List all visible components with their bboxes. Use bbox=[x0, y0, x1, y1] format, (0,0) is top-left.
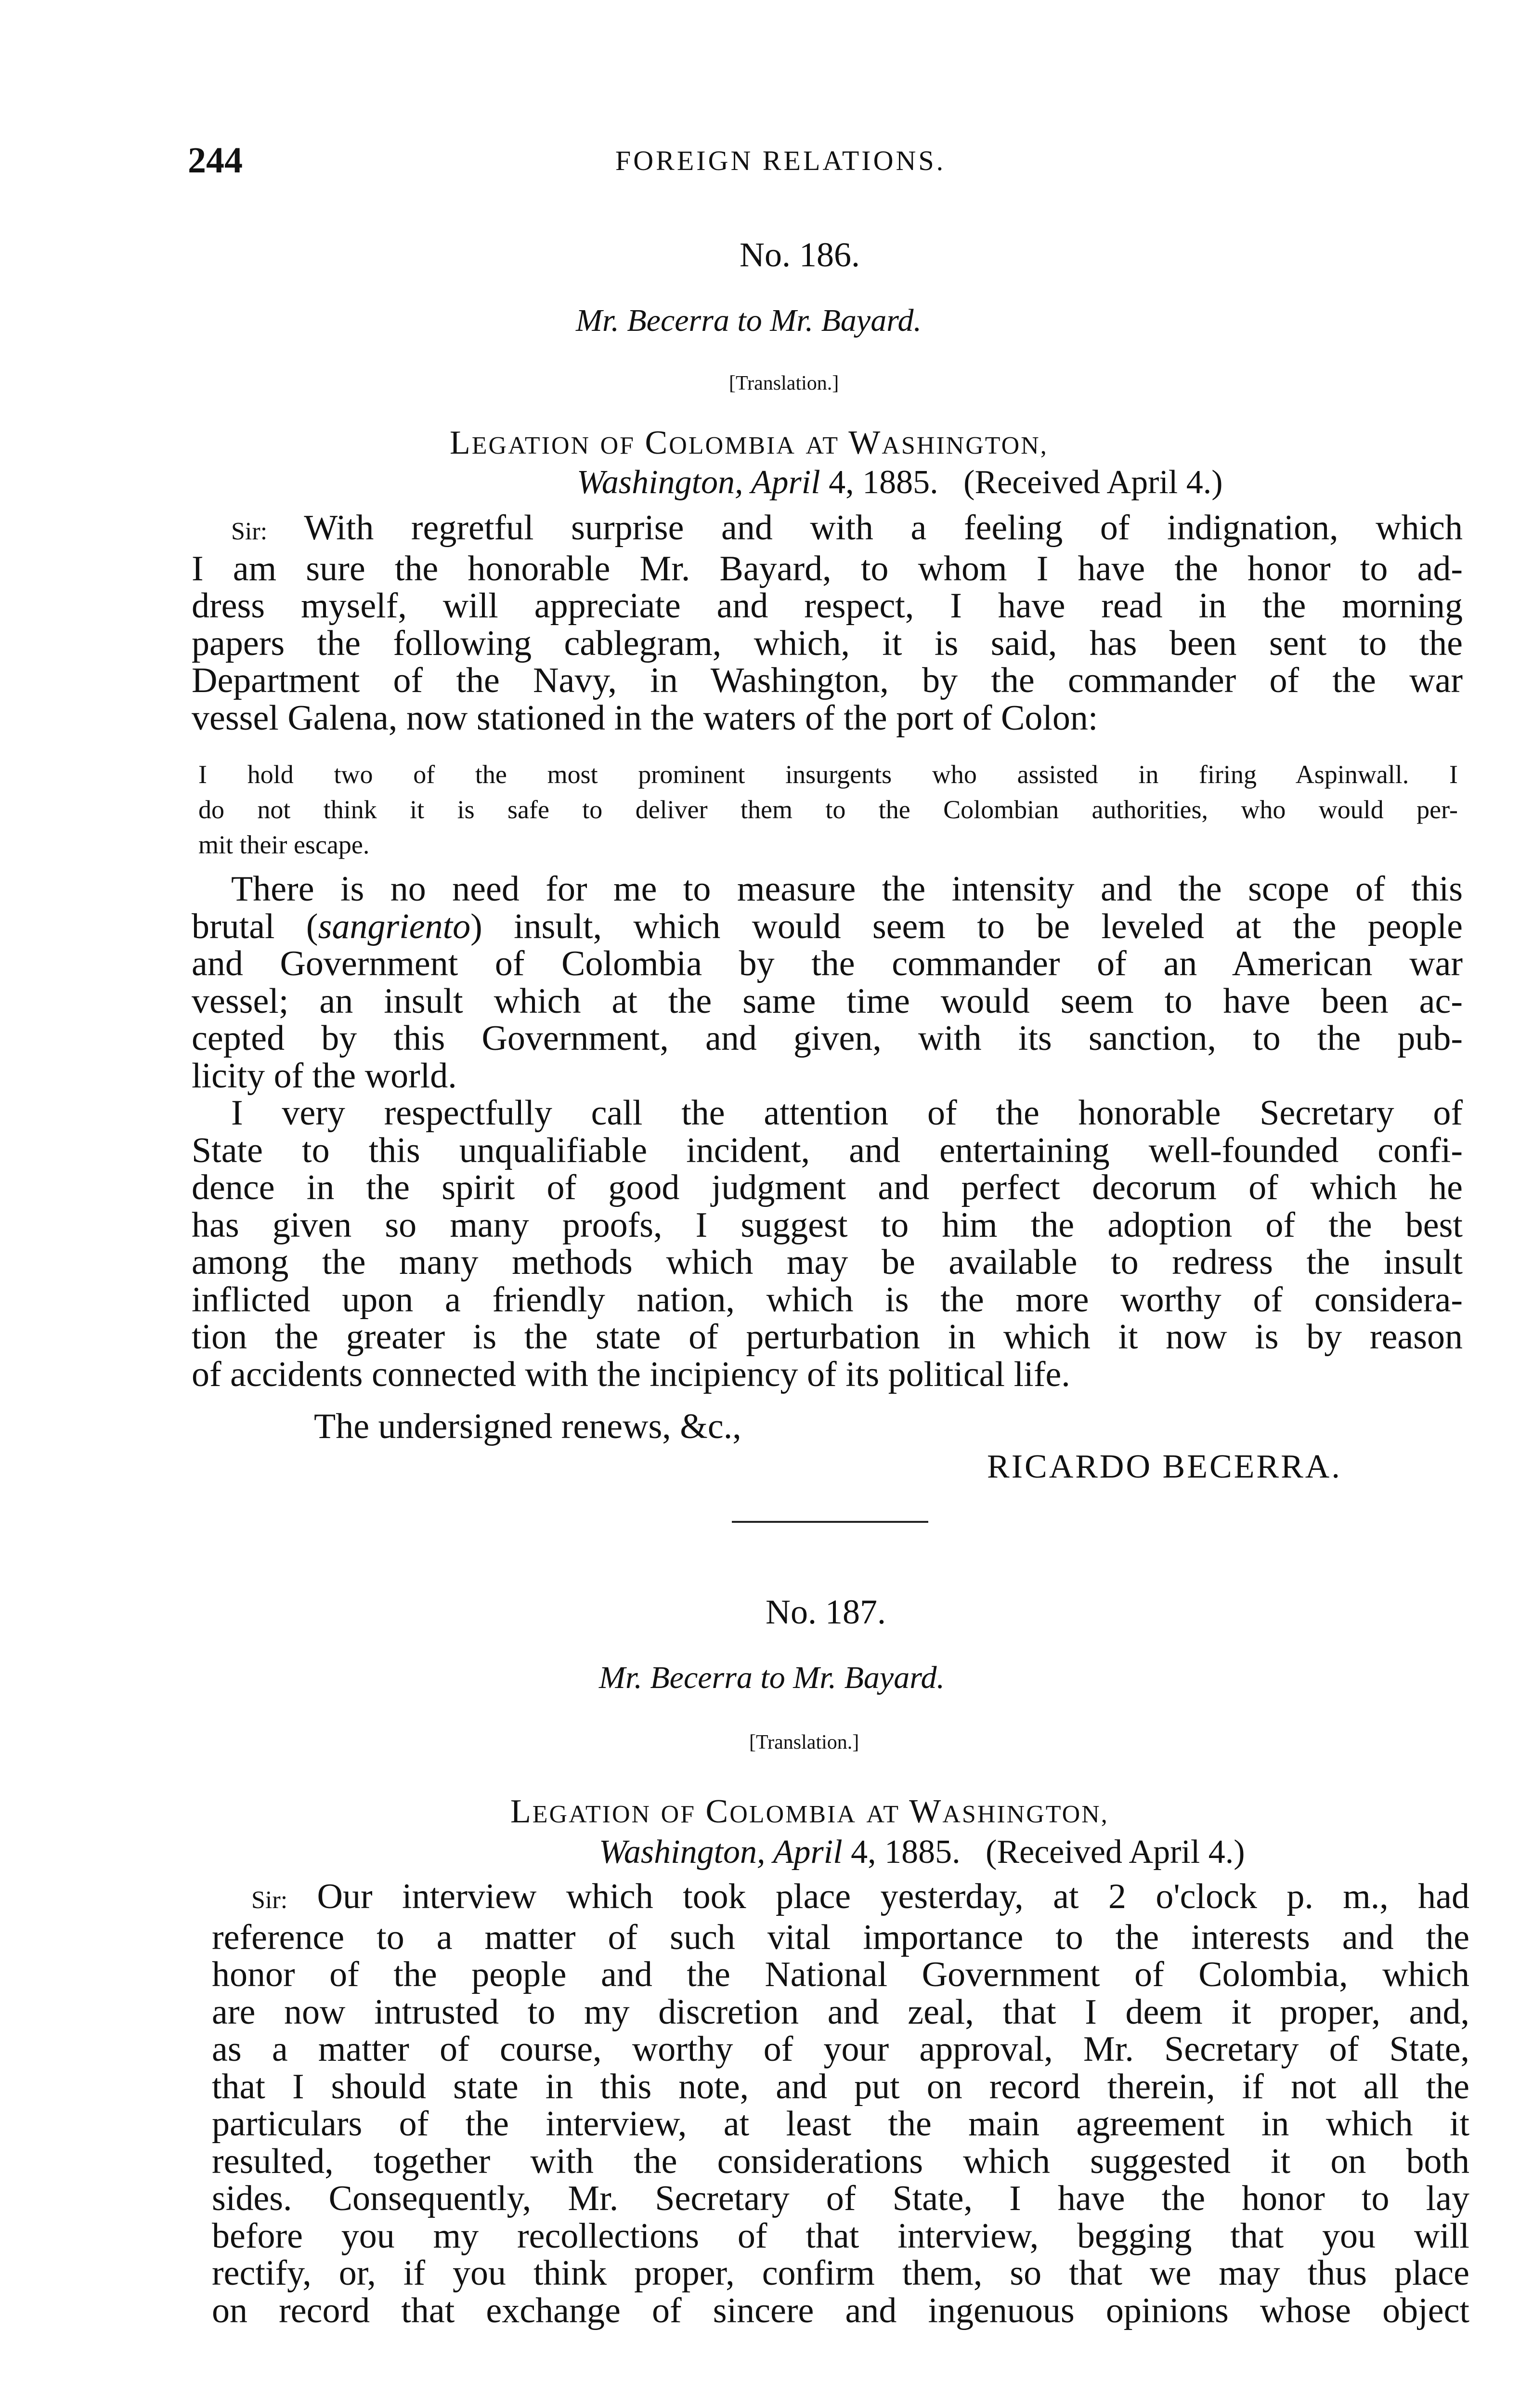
doc1-line: I very respectfully call the attention of the honorable Secretary of bbox=[231, 1093, 1463, 1133]
doc1-line: papers the following cablegram, which, it is said, has been sent to the bbox=[192, 623, 1463, 663]
doc2-line: that I should state in this note, and put on record therein, if not all the bbox=[212, 2067, 1469, 2107]
doc1-title: Mr. Becerra to Mr. Bayard. bbox=[576, 303, 922, 338]
doc1-line: brutal (sangriento) insult, which would seem to be leveled at the people bbox=[192, 906, 1463, 946]
doc1-line: I am sure the honorable Mr. Bayard, to whom I have the honor to ad- bbox=[192, 549, 1463, 589]
doc1-line: and Government of Colombia by the commander of an American war bbox=[192, 944, 1463, 983]
quote-line: do not think it is safe to deliver them to the Colombian authorities, who would per- bbox=[198, 795, 1458, 824]
doc1-line: licity of the world. bbox=[192, 1056, 457, 1096]
doc2-line-1: Sir: Our interview which took place yesterday, at 2 o'clock p. m., had bbox=[251, 1877, 1470, 1916]
doc1-line: dress myself, will appreciate and respect, I have read in the morning bbox=[192, 586, 1463, 626]
doc2-translation-note: [Translation.] bbox=[749, 1731, 859, 1754]
doc1-line: vessel Galena, now stationed in the waters of the port of Colon: bbox=[192, 698, 1098, 738]
page-number: 244 bbox=[188, 140, 243, 181]
doc1-closing: The undersigned renews, &c., bbox=[314, 1407, 741, 1446]
doc2-title: Mr. Becerra to Mr. Bayard. bbox=[599, 1660, 945, 1695]
quote-line: I hold two of the most prominent insurgents who assisted in firing Aspinwall. I bbox=[198, 760, 1458, 789]
doc1-salutation: Sir: bbox=[231, 518, 268, 545]
doc1-line: dence in the spirit of good judgment and perfect decorum of which he bbox=[192, 1168, 1463, 1207]
doc2-line: rectify, or, if you think proper, confirm them, so that we may thus place bbox=[212, 2253, 1469, 2293]
doc2-legation-heading: LEGATION OF COLOMBIA AT WASHINGTON, bbox=[510, 1793, 1109, 1830]
doc1-cablegram-quote bbox=[198, 757, 1458, 863]
doc2-paragraph-1 bbox=[212, 1878, 1469, 2329]
doc1-line: has given so many proofs, I suggest to him the adoption of the best bbox=[192, 1205, 1463, 1245]
doc2-number: No. 187. bbox=[766, 1593, 886, 1631]
doc1-line: Department of the Navy, in Washington, by the commander of the war bbox=[192, 661, 1463, 700]
doc1-line: cepted by this Government, and given, with its sanction, to the pub- bbox=[192, 1019, 1463, 1058]
doc2-line: as a matter of course, worthy of your approval, Mr. Secretary of State, bbox=[212, 2029, 1469, 2069]
doc2-line: on record that exchange of sincere and ingenuous opinions whose object bbox=[212, 2290, 1469, 2330]
doc1-translation-note: [Translation.] bbox=[729, 372, 839, 394]
doc1-dateline: Washington, April 4, 1885. (Received April 4.) bbox=[577, 464, 1223, 501]
doc2-line: are now intrusted to my discretion and zeal, that I deem it proper, and, bbox=[212, 1992, 1469, 2032]
doc1-paragraph-2 bbox=[192, 871, 1463, 1393]
section-divider bbox=[732, 1521, 928, 1523]
doc1-paragraph-1 bbox=[192, 510, 1463, 737]
doc2-dateline: Washington, April 4, 1885. (Received April 4.) bbox=[599, 1833, 1245, 1871]
doc1-legation-heading: LEGATION OF COLOMBIA AT WASHINGTON, bbox=[450, 424, 1048, 461]
doc2-line: particulars of the interview, at least the main agreement in which it bbox=[212, 2104, 1469, 2144]
doc1-line-1: Sir: With regretful surprise and with a feeling of indignation, which bbox=[231, 508, 1463, 548]
doc2-line: resulted, together with the considerations which suggested it on both bbox=[212, 2141, 1469, 2181]
quote-line: mit their escape. bbox=[198, 830, 370, 859]
doc1-number: No. 186. bbox=[740, 236, 860, 274]
doc2-line: honor of the people and the National Government of Colombia, which bbox=[212, 1955, 1469, 1994]
doc1-line: State to this unqualifiable incident, and entertaining well-founded confi- bbox=[192, 1130, 1463, 1170]
doc1-line: There is no need for me to measure the intensity and the scope of this bbox=[231, 869, 1463, 909]
doc1-line: tion the greater is the state of perturbation in which it now is by reason bbox=[192, 1317, 1463, 1357]
doc1-line: vessel; an insult which at the same time would seem to have been ac- bbox=[192, 981, 1463, 1021]
doc2-line: sides. Consequently, Mr. Secretary of State, I have the honor to lay bbox=[212, 2179, 1469, 2218]
doc2-line: before you my recollections of that interview, begging that you will bbox=[212, 2216, 1469, 2256]
doc2-line: reference to a matter of such vital importance to the interests and the bbox=[212, 1917, 1469, 1957]
doc1-line: inflicted upon a friendly nation, which is the more worthy of considera- bbox=[192, 1280, 1463, 1320]
doc1-line: of accidents connected with the incipiency of its political life. bbox=[192, 1354, 1070, 1394]
doc1-signature: RICARDO BECERRA. bbox=[987, 1448, 1342, 1485]
running-head: FOREIGN RELATIONS. bbox=[615, 145, 946, 176]
doc1-line: among the many methods which may be available to redress the insult bbox=[192, 1243, 1463, 1282]
doc2-salutation: Sir: bbox=[251, 1886, 288, 1914]
